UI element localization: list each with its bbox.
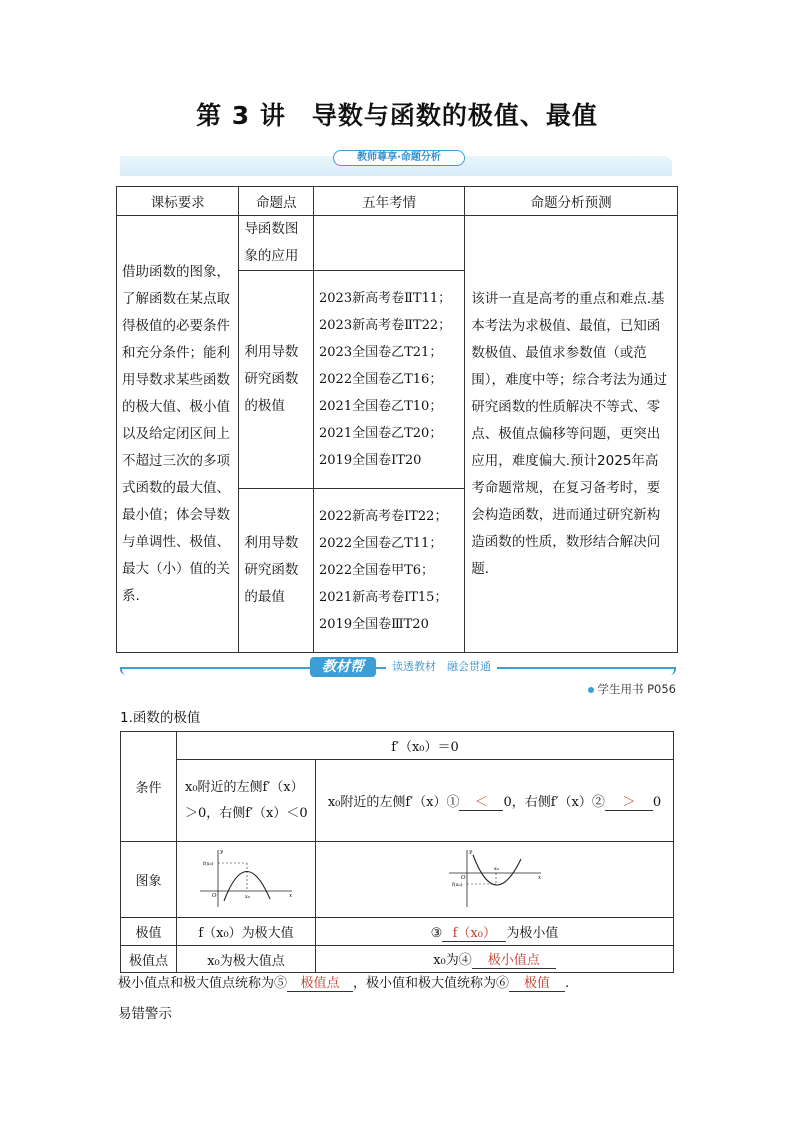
condition-right-suffix: 0 xyxy=(652,794,662,810)
label-condition: 条件 xyxy=(121,732,177,842)
years-cell: 2022新高考卷ⅠT22；2022全国卷乙T11；2022全国卷甲T6；2021新高考卷ⅠT15；2019全国卷ⅢT20 xyxy=(314,489,465,653)
summary-suffix: . xyxy=(565,976,570,991)
banner-left-cap xyxy=(120,667,128,675)
overview-table xyxy=(116,186,678,653)
condition-right-prefix: x₀附近的左侧f′（x）① xyxy=(327,794,460,810)
years-cell: 2023新高考卷ⅡT11；2023新高考卷ⅡT22；2023全国卷乙T21；2022全国卷乙T16；2021全国卷乙T10；2021全国卷乙T20；2019全国卷ⅠT20 xyxy=(314,271,465,489)
warning-heading: 易错警示 xyxy=(118,1006,172,1022)
banner-label: 教师尊享·命题分析 xyxy=(333,150,465,166)
y-label: y xyxy=(468,848,472,855)
table-row xyxy=(121,946,674,973)
graph-min-cell xyxy=(316,842,674,918)
book-reference-text: 学生用书 P056 xyxy=(597,682,676,696)
blank-2: ＞ xyxy=(605,791,653,811)
label-point: 极值点 xyxy=(121,946,177,973)
summary-line xyxy=(118,972,569,992)
header-point: 命题点 xyxy=(239,187,314,216)
section-heading: 1.函数的极值 xyxy=(120,710,201,726)
fx0-label: f(x₀) xyxy=(203,860,214,867)
origin-label: O xyxy=(460,874,466,881)
point-right xyxy=(316,946,674,973)
overview-row xyxy=(117,216,678,271)
years-cell xyxy=(314,216,465,271)
label-graph: 图象 xyxy=(121,842,177,918)
condition-left: x₀附近的左侧f′（x）＞0，右侧f′（x）＜0 xyxy=(177,760,316,842)
banner-right-cap xyxy=(668,667,676,675)
fx0-label: f(x₀) xyxy=(451,881,463,888)
requirement-cell: 借助函数的图象，了解函数在某点取得极值的必要条件和充分条件；能利用导数求某些函数的极大值、极小值以及给定闭区间上不超过三次的多项式函数的最大值、最小值；体会导数与单调性、极值、最大（小）值的关系. xyxy=(117,216,239,653)
page-title: 第 3 讲 导数与函数的极值、最值 xyxy=(196,101,598,130)
value-right-suffix: 为极小值 xyxy=(506,925,559,941)
condition-right-mid: 0，右侧f′（x）② xyxy=(503,794,605,810)
blank-6: 极值 xyxy=(509,972,565,992)
summary-mid: ，极小值和极大值统称为⑥ xyxy=(353,976,510,991)
blank-1: ＜ xyxy=(459,791,503,811)
derivative-zero-header: f′（x₀）＝0 xyxy=(177,732,674,760)
blank-5: 极值点 xyxy=(287,972,353,992)
prediction-cell: 该讲一直是高考的重点和难点.基本考法为求极值、最值，已知函数极值、最值求参数值（或范围），难度中等；综合考法为通过研究函数的性质解决不等式、零点、极值点偏移等问题，更突出应用，难度偏大.预计2025年高考命题常规，在复习备考时，要会构造函数，进而通过研究新构造函数的性质，数形结合解决问题. xyxy=(465,216,678,653)
origin-label: O xyxy=(212,892,217,899)
x0-label: x₀ xyxy=(245,893,250,900)
x-label: x xyxy=(289,892,293,899)
header-prediction: 命题分析预测 xyxy=(465,187,678,216)
point-left: x₀为极大值点 xyxy=(177,946,316,973)
header-requirement: 课标要求 xyxy=(117,187,239,216)
point-cell: 导函数图象的应用 xyxy=(239,216,314,271)
condition-right xyxy=(316,760,674,842)
point-right-prefix: x₀为④ xyxy=(433,953,472,968)
value-right xyxy=(316,918,674,946)
teacher-banner xyxy=(120,150,672,176)
point-cell: 利用导数研究函数的极值 xyxy=(239,271,314,489)
book-reference xyxy=(588,681,676,697)
textbook-banner xyxy=(120,655,676,679)
summary-prefix: 极小值点和极大值点统称为⑤ xyxy=(118,976,288,991)
table-row xyxy=(121,732,674,760)
table-row xyxy=(121,842,674,918)
blank-4: 极小值点 xyxy=(472,949,556,969)
header-years: 五年考情 xyxy=(314,187,465,216)
point-cell: 利用导数研究函数的最值 xyxy=(239,489,314,653)
min-graph xyxy=(445,847,545,909)
y-label: y xyxy=(220,848,224,855)
extreme-value-table xyxy=(120,731,674,973)
table-row xyxy=(121,918,674,946)
banner-subtitle: 读透教材 融会贯通 xyxy=(386,658,497,676)
max-graph xyxy=(196,847,296,909)
banner-tag: 教材帮 xyxy=(310,657,376,677)
graph-max-cell xyxy=(177,842,316,918)
overview-header-row xyxy=(117,187,678,216)
x0-label: x₀ xyxy=(493,865,499,872)
bullet-icon xyxy=(588,687,594,693)
value-right-prefix: ③ xyxy=(430,925,443,941)
table-row xyxy=(121,760,674,842)
value-left: f（x₀）为极大值 xyxy=(177,918,316,946)
x-label: x xyxy=(537,874,541,881)
label-value: 极值 xyxy=(121,918,177,946)
blank-3: f（x₀） xyxy=(442,922,506,942)
